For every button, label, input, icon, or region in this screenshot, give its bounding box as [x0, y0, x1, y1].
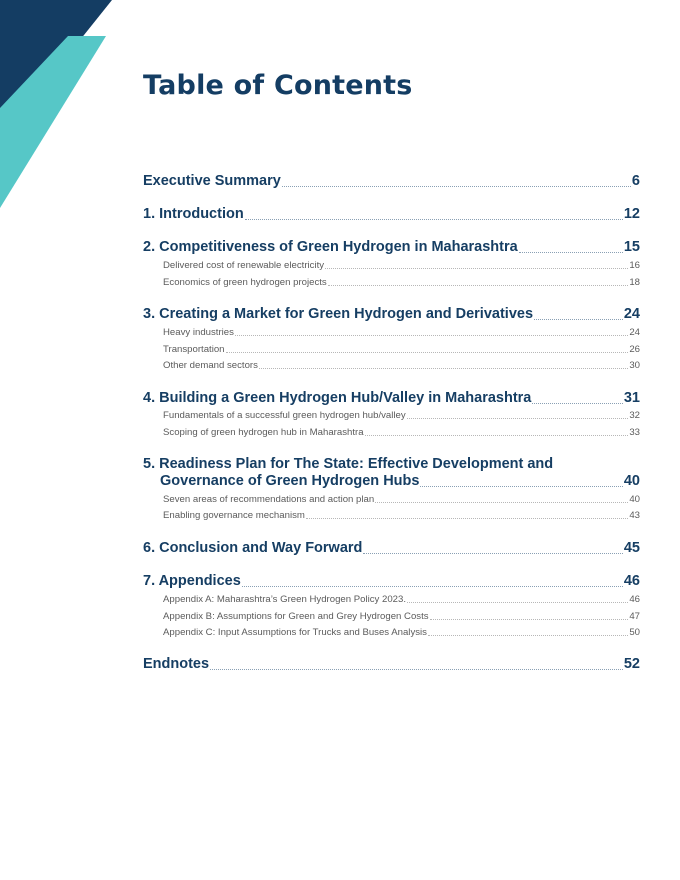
toc-subsection-entry-label: Other demand sectors [163, 360, 258, 371]
toc-section-heading-line1[interactable]: 5. Readiness Plan for The State: Effective Development and [143, 456, 554, 472]
toc-section-entry-page: 15 [623, 239, 640, 255]
toc-subsection-entry-page: 33 [629, 427, 640, 438]
toc-subsection-entry-label: Enabling governance mechanism [163, 510, 305, 521]
dot-leader [420, 486, 622, 487]
dot-leader [519, 252, 623, 253]
dot-leader [242, 586, 623, 587]
toc-subsection-entry[interactable] [143, 509, 640, 522]
toc-subsection-entry-page: 40 [629, 494, 640, 505]
dot-leader [259, 368, 628, 369]
dot-leader [282, 186, 631, 187]
dot-leader [407, 418, 629, 419]
dot-leader [532, 403, 622, 404]
toc-section-entry-label: 4. Building a Green Hydrogen Hub/Valley in Maharashtra [143, 390, 532, 406]
dot-leader [245, 219, 623, 220]
toc-subsection-entry[interactable] [143, 493, 640, 506]
dot-leader [375, 502, 628, 503]
toc-subsection-entry-label: Economics of green hydrogen projects [163, 277, 327, 288]
toc-subsection-entry[interactable] [143, 326, 640, 339]
page-title: Table of Contents [143, 70, 413, 101]
toc-subsection-entry[interactable] [143, 626, 640, 639]
toc-section-entry-page: 46 [623, 573, 640, 589]
toc-subsection-entry-page: 30 [629, 360, 640, 371]
dot-leader [534, 319, 623, 320]
dot-leader [328, 285, 629, 286]
dot-leader [363, 553, 622, 554]
toc-subsection-entry-page: 26 [629, 344, 640, 355]
toc-subsection-entry-label: Transportation [163, 344, 225, 355]
toc-section-entry[interactable] [143, 238, 640, 256]
dot-leader [210, 669, 623, 670]
toc-section-entry-page: 40 [623, 473, 640, 489]
dot-leader [235, 335, 628, 336]
toc-section-entry-label: Governance of Green Hydrogen Hubs [160, 473, 420, 489]
toc-section-entry[interactable] [143, 472, 640, 490]
toc-subsection-entry[interactable] [143, 409, 640, 422]
toc-section-entry-page: 6 [631, 173, 640, 189]
toc-subsection-entry-label: Heavy industries [163, 327, 234, 338]
toc-section-entry[interactable] [143, 539, 640, 557]
toc-section-entry[interactable] [143, 305, 640, 323]
dot-leader [325, 268, 628, 269]
toc-section-entry[interactable] [143, 572, 640, 590]
toc-subsection-entry-label: Fundamentals of a successful green hydrogen hub/valley [163, 410, 406, 421]
dot-leader [430, 619, 629, 620]
toc-subsection-entry[interactable] [143, 610, 640, 623]
corner-decoration [0, 0, 120, 220]
toc-section-entry[interactable] [143, 389, 640, 407]
toc-section-entry[interactable] [143, 205, 640, 223]
dot-leader [306, 518, 628, 519]
toc-section-entry[interactable] [143, 172, 640, 190]
toc-subsection-entry-page: 18 [629, 277, 640, 288]
toc-section-entry-label: 3. Creating a Market for Green Hydrogen and Derivatives [143, 306, 534, 322]
toc-section-entry-label: 1. Introduction [143, 206, 244, 222]
toc-section-entry-page: 45 [623, 540, 640, 556]
toc-subsection-entry-page: 24 [629, 327, 640, 338]
toc-section-entry-label: Endnotes [143, 656, 210, 672]
toc-subsection-entry-label: Appendix A: Maharashtra’s Green Hydrogen Policy 2023. [163, 594, 407, 605]
toc-subsection-entry-page: 43 [629, 510, 640, 521]
toc-subsection-entry[interactable] [143, 426, 640, 439]
toc-section-entry[interactable] [143, 655, 640, 673]
dot-leader [226, 352, 629, 353]
dot-leader [407, 602, 628, 603]
toc-subsection-entry-label: Appendix C: Input Assumptions for Trucks and Buses Analysis [163, 627, 427, 638]
toc-section-entry-page: 52 [623, 656, 640, 672]
dot-leader [428, 635, 628, 636]
toc-section-entry-label: 6. Conclusion and Way Forward [143, 540, 363, 556]
toc-subsection-entry-label: Delivered cost of renewable electricity [163, 260, 325, 271]
toc-subsection-entry-label: Scoping of green hydrogen hub in Maharashtra [163, 427, 364, 438]
toc-section-entry-page: 24 [623, 306, 640, 322]
toc-section-entry-label: Executive Summary [143, 173, 281, 189]
toc-section-entry-label: 7. Appendices [143, 573, 241, 589]
toc-subsection-entry-label: Appendix B: Assumptions for Green and Grey Hydrogen Costs [163, 611, 429, 622]
toc-subsection-entry[interactable] [143, 259, 640, 272]
toc-subsection-entry[interactable] [143, 343, 640, 356]
toc-subsection-entry[interactable] [143, 593, 640, 606]
toc-section-entry-page: 31 [623, 390, 640, 406]
toc-section-entry-label: 2. Competitiveness of Green Hydrogen in Maharashtra [143, 239, 518, 255]
toc-subsection-entry-page: 50 [629, 627, 640, 638]
toc-subsection-entry-page: 32 [629, 410, 640, 421]
toc-subsection-entry-label: Seven areas of recommendations and action plan [163, 494, 375, 505]
dot-leader [365, 435, 629, 436]
toc-subsection-entry[interactable] [143, 276, 640, 289]
toc-subsection-entry-page: 46 [629, 594, 640, 605]
toc-section-entry-page: 12 [623, 206, 640, 222]
toc-subsection-entry-page: 16 [629, 260, 640, 271]
toc-subsection-entry-page: 47 [629, 611, 640, 622]
toc-subsection-entry[interactable] [143, 359, 640, 372]
